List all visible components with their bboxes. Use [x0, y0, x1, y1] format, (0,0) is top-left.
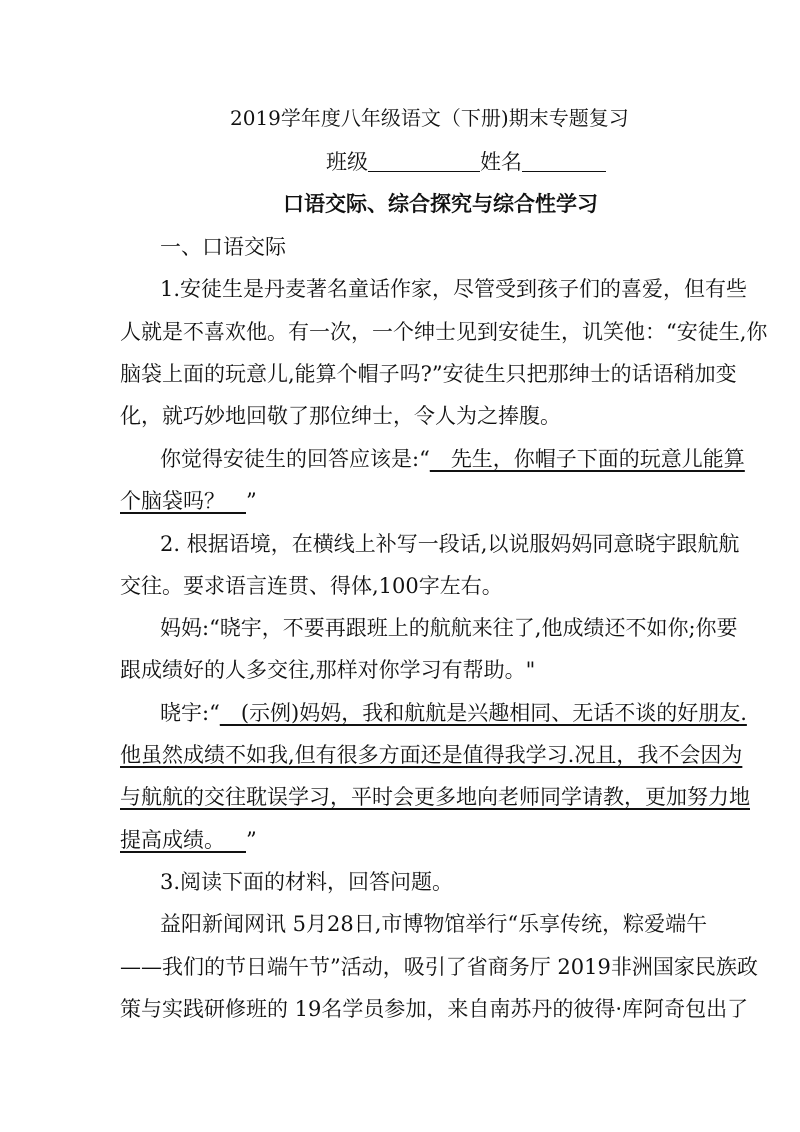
q2-mom-line-2: 跟成绩好的人多交往,那样对你学习有帮助。" — [120, 658, 536, 682]
student-info-line — [326, 148, 606, 176]
q2-line-2: 交往。要求语言连贯、得体,100字左右。 — [120, 574, 503, 598]
name-label: 姓名 — [480, 150, 522, 174]
q2-line-1: 2. 根据语境，在横线上补写一段话,以说服妈妈同意晓宇跟航航 — [160, 532, 740, 556]
q2-answer-line-2: 他虽然成绩不如我,但有很多方面还是值得我学习.况且，我不会因为 — [120, 743, 743, 767]
q2-speaker: 晓宇:“ — [160, 701, 220, 725]
q2-answer-part-4: 提高成绩。__ — [120, 828, 246, 852]
part-heading: 一、口语交际 — [160, 235, 286, 259]
class-label: 班级 — [326, 150, 368, 174]
q1-line-1: 1.安徒生是丹麦著名童话作家，尽管受到孩子们的喜爱，但有些 — [160, 277, 748, 301]
q2-mom-line-1: 妈妈:“晓宇，不要再跟班上的航航来往了,他成绩还不如你;你要 — [160, 616, 738, 640]
q1-close-quote: ” — [246, 489, 257, 513]
q2-answer-line-4 — [120, 826, 257, 854]
q3-line-2: 益阳新闻网讯 5月28日,市博物馆举行“乐享传统，粽爱端午 — [160, 912, 708, 936]
q1-answer-part-2: 个脑袋吗？__ — [120, 489, 246, 513]
q3-line-1: 3.阅读下面的材料，回答问题。 — [160, 870, 454, 894]
q2-answer-line-3: 与航航的交往耽误学习，平时会更多地向老师同学请教，更加努力地 — [120, 785, 750, 809]
class-blank[interactable] — [368, 149, 480, 172]
q1-line-3: 脑袋上面的玩意儿,能算个帽子吗?”安徒生只把那绅士的话语稍加变 — [120, 362, 737, 386]
q2-close-quote: ” — [246, 828, 257, 852]
name-blank[interactable] — [522, 149, 606, 172]
q2-answer-part-1: __(示例)妈妈，我和航航是兴趣相同、无话不谈的好朋友. — [219, 701, 747, 725]
q1-answer-line-1 — [160, 445, 745, 473]
q1-answer-part-1: __先生，你帽子下面的玩意儿能算 — [429, 447, 745, 471]
document-title: 2019学年度八年级语文（下册)期末专题复习 — [230, 106, 629, 130]
q1-line-4: 化，就巧妙地回敬了那位绅士，令人为之捧腹。 — [120, 404, 561, 428]
q1-prompt: 你觉得安徒生的回答应该是:“ — [160, 447, 430, 471]
q2-answer-line-1 — [160, 699, 747, 727]
q3-line-3: ——我们的节日端午节”活动，吸引了省商务厅 2019非洲国家民族政 — [120, 955, 758, 979]
q1-answer-line-2 — [120, 487, 257, 515]
section-title: 口语交际、综合探究与综合性学习 — [283, 192, 598, 216]
q3-line-4: 策与实践研修班的 19名学员参加，来自南苏丹的彼得·库阿奇包出了 — [120, 997, 749, 1021]
q1-line-2: 人就是不喜欢他。有一次，一个绅士见到安徒生，讥笑他：“安徒生,你 — [120, 320, 768, 344]
